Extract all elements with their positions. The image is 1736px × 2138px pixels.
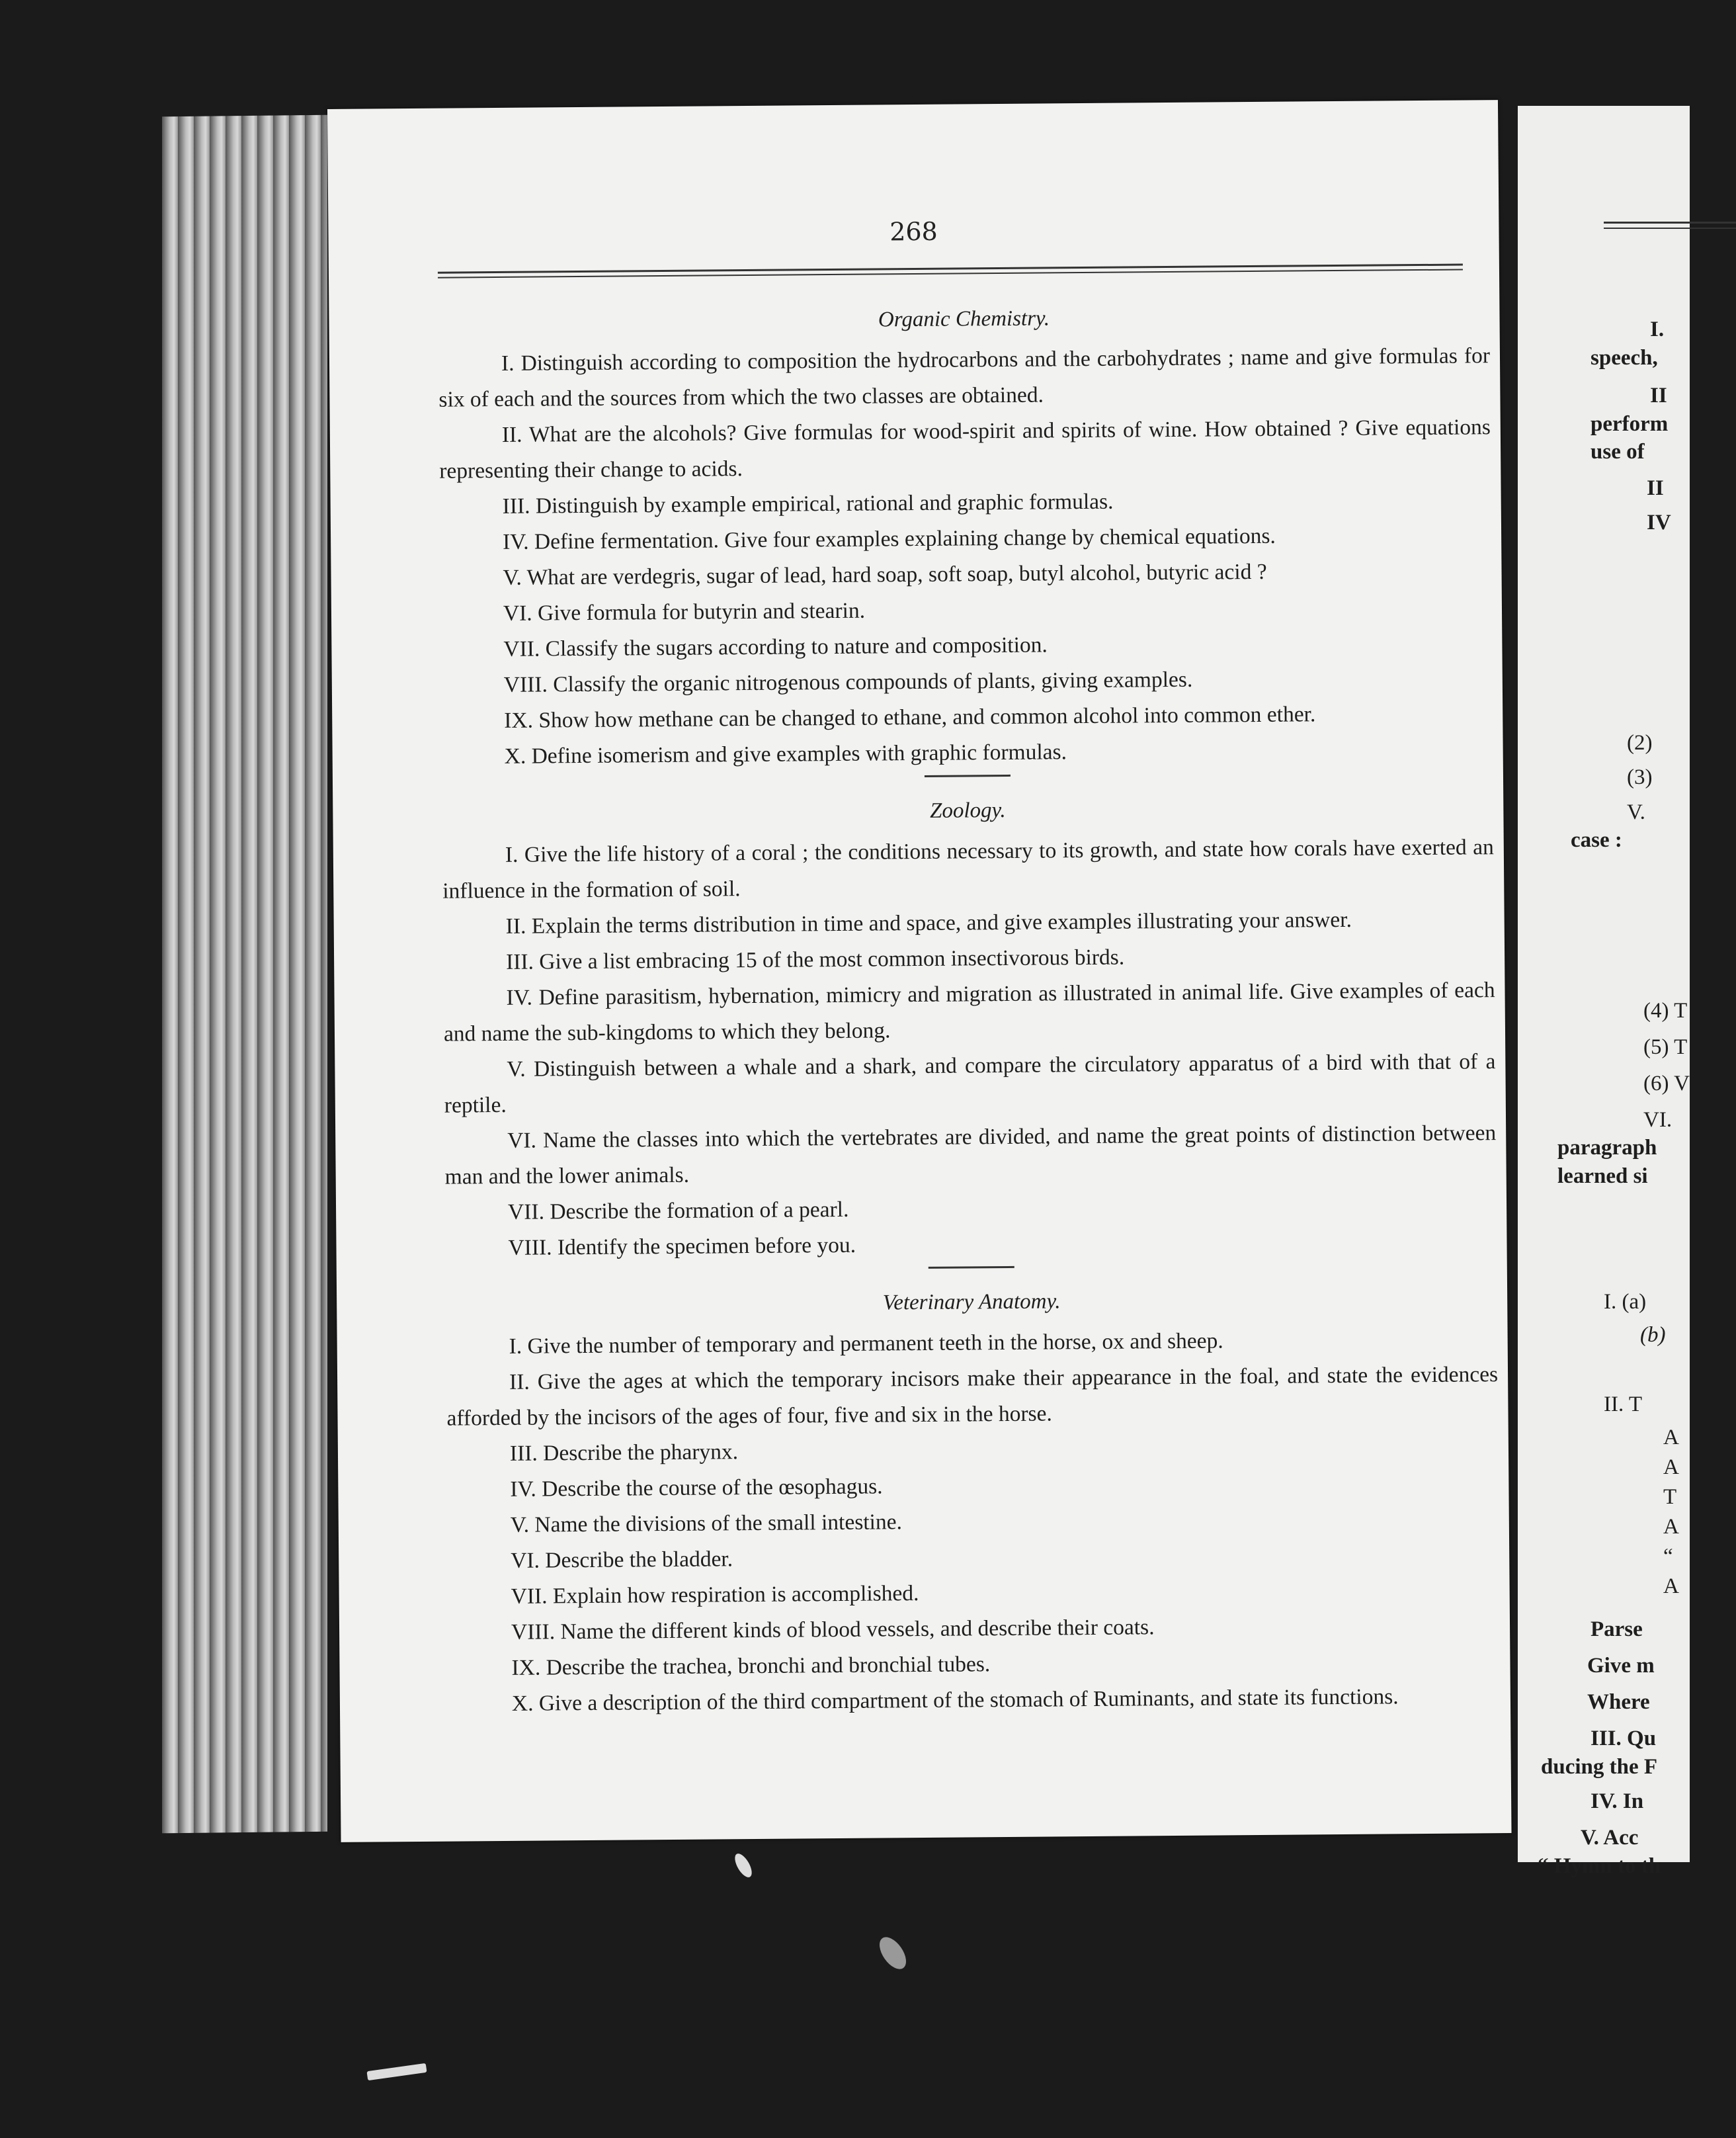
book-page-edges xyxy=(162,115,327,1834)
header-rule xyxy=(438,264,1463,274)
page-fragment: Where xyxy=(1587,1690,1650,1714)
question: IV. Define fermentation. Give four examples explaining change by chemical equations. xyxy=(503,523,1276,554)
page-fragment: ducing the F xyxy=(1541,1755,1658,1779)
page-number: 268 xyxy=(889,216,938,247)
header-rule xyxy=(1604,228,1736,229)
section-divider xyxy=(929,1266,1014,1269)
page-fragment: speech, xyxy=(1591,346,1658,370)
question: III. Distinguish by example empirical, rational and graphic formulas. xyxy=(502,489,1114,519)
page-fragment: IV. In xyxy=(1591,1789,1644,1813)
page-fragment: V. xyxy=(1627,800,1645,824)
page-fragment: A xyxy=(1663,1426,1679,1449)
section-heading: Veterinary Anatomy. xyxy=(882,1289,1061,1315)
page-fragment: (6) V xyxy=(1643,1072,1690,1095)
header-rule xyxy=(1604,222,1736,224)
question: III. Describe the pharynx. xyxy=(509,1439,739,1466)
question: IX. Show how methane can be changed to ethane, and common alcohol into common ether. xyxy=(504,702,1316,733)
question: X. Give a description of the third compartment of the stomach of Ruminants, and state its functions. xyxy=(511,1684,1399,1716)
page-fragment: Parse xyxy=(1591,1617,1643,1641)
page-fragment: VI. xyxy=(1643,1108,1673,1132)
page-fragment: (4) T xyxy=(1643,999,1688,1023)
scan-speck xyxy=(874,1932,911,1973)
question: IV. Describe the course of the œsophagus. xyxy=(510,1474,883,1502)
question: II. Explain the terms distribution in time and space, and give examples illustrating your answer. xyxy=(505,907,1352,939)
question: V. Name the divisions of the small intestine. xyxy=(510,1510,903,1537)
page-fragment: Give m xyxy=(1587,1654,1655,1678)
question: IV. Define parasitism, hybernation, mimicry and migration as illustrated in animal life. Give examples of each and name the sub-kingdoms to which they belong. xyxy=(443,978,1495,1047)
question: IX. Describe the trachea, bronchi and bronchial tubes. xyxy=(511,1652,991,1680)
page-fragment: I. xyxy=(1650,318,1665,341)
question: VI. Describe the bladder. xyxy=(511,1547,733,1573)
question: VII. Explain how respiration is accomplished. xyxy=(511,1581,919,1609)
question: VIII. Classify the organic nitrogenous compounds of plants, giving examples. xyxy=(503,667,1193,697)
question: VII. Describe the formation of a pearl. xyxy=(507,1197,849,1224)
page-fragment: II xyxy=(1647,476,1664,500)
page-fragment: “ xyxy=(1663,1545,1673,1568)
question: VII. Classify the sugars according to nature and composition. xyxy=(503,632,1048,662)
question: VI. Give formula for butyrin and stearin. xyxy=(503,598,866,626)
page-fragment: use of xyxy=(1591,440,1645,464)
question: X. Define isomerism and give examples with graphic formulas. xyxy=(504,740,1067,769)
page-fragment: III. Qu xyxy=(1591,1727,1657,1750)
scan-speck xyxy=(366,2063,427,2080)
question: VIII. Identify the specimen before you. xyxy=(508,1232,856,1260)
page-fragment: case : xyxy=(1571,828,1622,852)
question: II. Give the ages at which the temporary incisors make their appearance in the foal, and state the evidences afforded by the incisors of the ages of four, five and six in the horse. xyxy=(446,1362,1499,1431)
question: I. Distinguish according to composition the hydrocarbons and the carbohydrates ; name and give formulas for six of each and the sources from which the two classes are obtained. xyxy=(438,343,1491,412)
page-fragment: II xyxy=(1650,384,1667,407)
question: II. What are the alcohols? Give formulas for wood-spirit and spirits of wine. How obtained ? Give equations representing their change to acids. xyxy=(439,415,1491,484)
question: V. Distinguish between a whale and a shark, and compare the circulatory apparatus of a bird with that of a reptile. xyxy=(444,1049,1496,1118)
question: III. Give a list embracing 15 of the most common insectivorous birds. xyxy=(505,945,1125,974)
exam-questions xyxy=(438,297,1501,1722)
question: I. Give the number of temporary and permanent teeth in the horse, ox and sheep. xyxy=(509,1328,1223,1359)
page-fragment: “ Hymn to th xyxy=(1538,1854,1661,1878)
scan-speck xyxy=(731,1851,755,1880)
page-fragment: II. T xyxy=(1604,1392,1643,1416)
page-fragment: (3) xyxy=(1627,765,1653,789)
page-fragment: I. (a) xyxy=(1604,1290,1647,1314)
page-fragment: T xyxy=(1663,1485,1677,1509)
question: VIII. Name the different kinds of blood vessels, and describe their coats. xyxy=(511,1615,1155,1645)
book-page-left xyxy=(327,100,1512,1842)
page-fragment: A xyxy=(1663,1455,1679,1479)
page-fragment: (2) xyxy=(1627,731,1653,755)
question: VI. Name the classes into which the vertebrates are divided, and name the great points of distinction between man and the lower animals. xyxy=(444,1121,1497,1189)
page-fragment: learned si xyxy=(1557,1164,1648,1188)
page-fragment: (b) xyxy=(1640,1323,1666,1347)
page-fragment: A xyxy=(1663,1515,1679,1539)
section-divider xyxy=(925,775,1011,777)
page-fragment: A xyxy=(1663,1574,1679,1598)
page-fragment: V. Acc xyxy=(1581,1826,1639,1850)
question: I. Give the life history of a coral ; the conditions necessary to its growth, and state how corals have exerted an influence in the formation of soil. xyxy=(442,835,1494,904)
page-fragment: perform xyxy=(1591,412,1669,436)
page-fragment: (5) T xyxy=(1643,1035,1688,1059)
book-page-right xyxy=(1518,106,1690,1878)
page-fragment: paragraph xyxy=(1557,1136,1657,1160)
section-heading: Zoology. xyxy=(929,798,1006,823)
question: V. What are verdegris, sugar of lead, hard soap, soft soap, butyl alcohol, butyric acid ? xyxy=(503,559,1267,590)
section-heading: Organic Chemistry. xyxy=(878,306,1050,332)
page-fragment: IV xyxy=(1647,511,1671,534)
